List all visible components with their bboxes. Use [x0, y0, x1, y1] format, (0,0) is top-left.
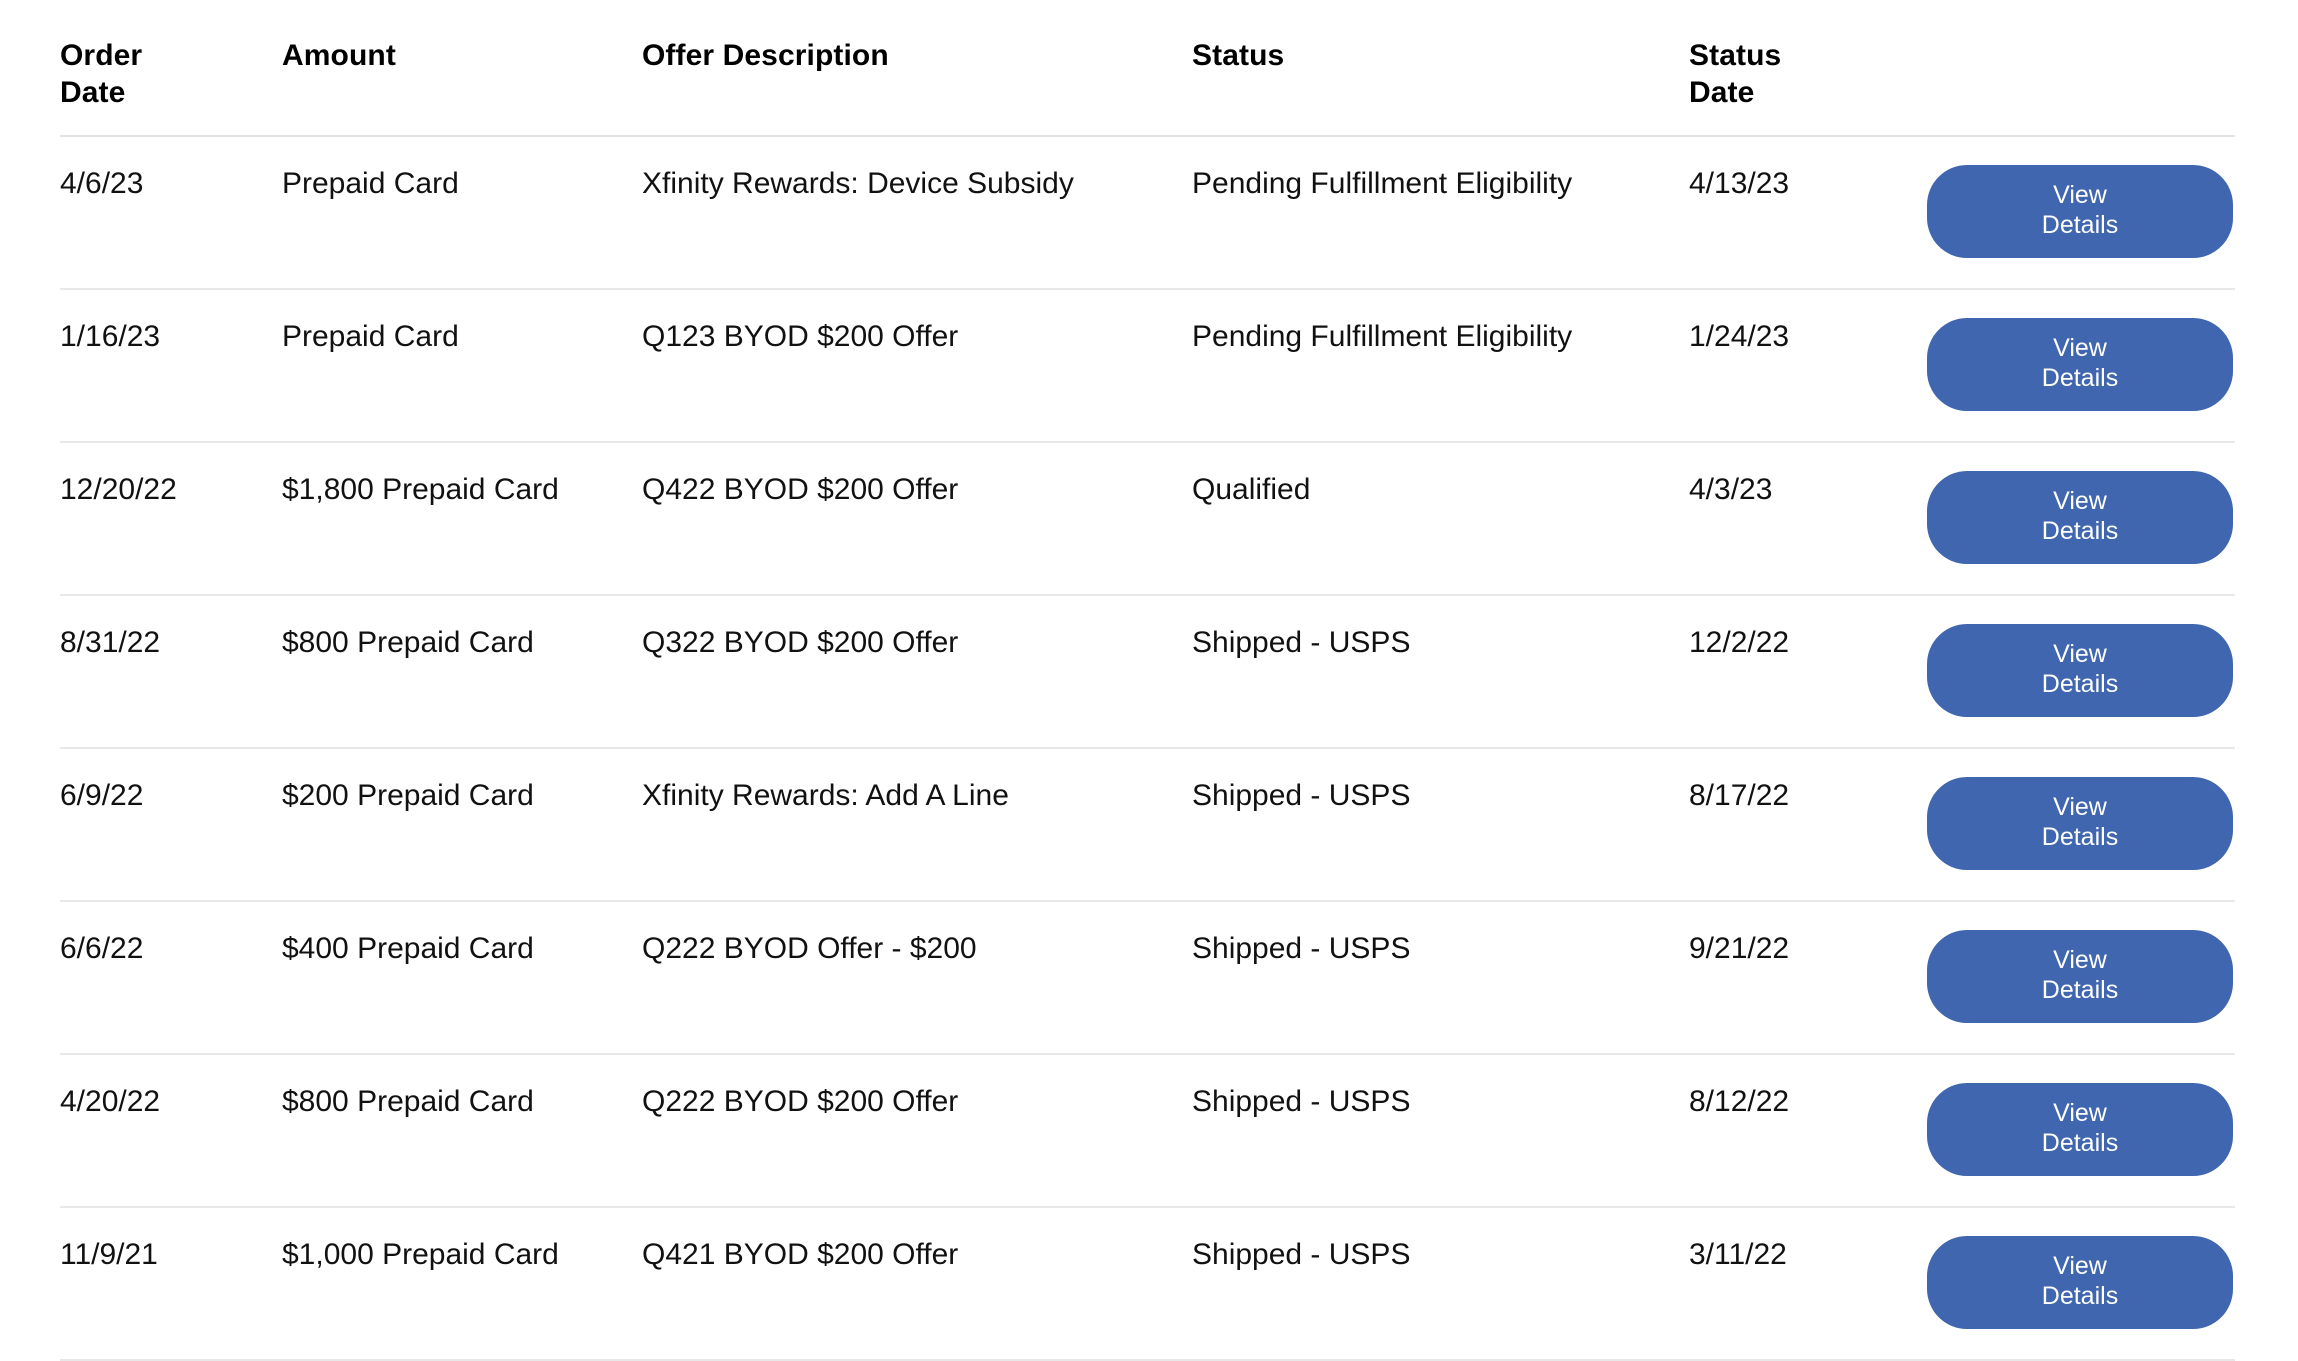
cell-status: Qualified	[1192, 473, 1311, 507]
column-header-order-date	[60, 20, 282, 136]
table-header-row	[60, 20, 2235, 136]
cell-offer-description: Q222 BYOD $200 Offer	[642, 1085, 959, 1119]
cell-status: Shipped - USPS	[1192, 1085, 1411, 1119]
cell-order-date: 12/20/22	[60, 473, 177, 507]
cell-status-date: 1/24/23	[1689, 320, 1790, 354]
view-details-button-line1: View	[2053, 640, 2107, 669]
cell-status-date: 4/3/23	[1689, 473, 1773, 507]
column-header-order-date-line2: Date	[60, 75, 126, 109]
cell-order-date: 4/20/22	[60, 1085, 161, 1119]
table-row	[60, 136, 2235, 289]
cell-offer-description: Xfinity Rewards: Device Subsidy	[642, 167, 1074, 201]
cell-status: Pending Fulfillment Eligibility	[1192, 167, 1573, 201]
cell-action	[1919, 595, 2235, 748]
cell-status: Shipped - USPS	[1192, 932, 1411, 966]
column-header-status-date	[1689, 20, 1919, 136]
cell-offer-description: Q422 BYOD $200 Offer	[642, 473, 959, 507]
view-details-button-line1: View	[2053, 181, 2107, 210]
column-header-status: Status	[1192, 39, 1285, 72]
cell-amount: $1,000 Prepaid Card	[282, 1238, 559, 1272]
view-details-button[interactable]	[1927, 165, 2233, 258]
view-details-button[interactable]	[1927, 930, 2233, 1023]
view-details-button-line2: Details	[2041, 1128, 2119, 1157]
cell-action	[1919, 1054, 2235, 1207]
cell-status-date: 12/2/22	[1689, 626, 1790, 660]
cell-status-date: 9/21/22	[1689, 932, 1790, 966]
view-details-button[interactable]	[1927, 624, 2233, 717]
view-details-button[interactable]	[1927, 471, 2233, 564]
cell-action	[1919, 1207, 2235, 1360]
cell-action	[1919, 442, 2235, 595]
cell-offer-description: Q421 BYOD $200 Offer	[642, 1238, 959, 1272]
table-row	[60, 289, 2235, 442]
cell-action	[1919, 289, 2235, 442]
table-row	[60, 1207, 2235, 1360]
column-header-action	[1919, 20, 2235, 136]
view-details-button-line1: View	[2053, 1099, 2107, 1128]
view-details-button[interactable]	[1927, 1083, 2233, 1176]
column-header-status-date-line2: Date	[1689, 75, 1755, 109]
view-details-button-line1: View	[2053, 793, 2107, 822]
table-header	[60, 20, 2235, 136]
cell-offer-description: Q222 BYOD Offer - $200	[642, 932, 977, 966]
cell-order-date: 4/6/23	[60, 167, 144, 201]
cell-status: Shipped - USPS	[1192, 779, 1411, 813]
view-details-button-line1: View	[2053, 487, 2107, 516]
cell-amount: $800 Prepaid Card	[282, 626, 534, 660]
table-row	[60, 1054, 2235, 1207]
view-details-button-line1: View	[2053, 946, 2107, 975]
cell-amount: $800 Prepaid Card	[282, 1085, 534, 1119]
view-details-button-line2: Details	[2041, 1281, 2119, 1310]
cell-status-date: 3/11/22	[1689, 1238, 1787, 1272]
table-row	[60, 595, 2235, 748]
cell-status: Shipped - USPS	[1192, 1238, 1411, 1272]
column-header-status-date-line1: Status	[1689, 39, 1782, 72]
cell-amount: $1,800 Prepaid Card	[282, 473, 559, 507]
table-body	[60, 136, 2235, 1360]
cell-status-date: 8/17/22	[1689, 779, 1790, 813]
cell-amount: $200 Prepaid Card	[282, 779, 534, 813]
view-details-button-line2: Details	[2041, 669, 2119, 698]
table-row	[60, 901, 2235, 1054]
view-details-button-line2: Details	[2041, 210, 2119, 239]
cell-order-date: 8/31/22	[60, 626, 161, 660]
offers-table	[60, 20, 2235, 1361]
cell-order-date: 6/6/22	[60, 932, 144, 966]
cell-offer-description: Q322 BYOD $200 Offer	[642, 626, 959, 660]
table-row	[60, 442, 2235, 595]
column-header-offer-description: Offer Description	[642, 39, 889, 72]
cell-amount: Prepaid Card	[282, 167, 459, 201]
cell-order-date: 1/16/23	[60, 320, 161, 354]
cell-order-date: 11/9/21	[60, 1238, 158, 1272]
cell-amount: $400 Prepaid Card	[282, 932, 534, 966]
view-details-button-line2: Details	[2041, 822, 2119, 851]
table-row	[60, 748, 2235, 901]
cell-offer-description: Xfinity Rewards: Add A Line	[642, 779, 1009, 813]
cell-status: Pending Fulfillment Eligibility	[1192, 320, 1573, 354]
view-details-button-line1: View	[2053, 1252, 2107, 1281]
cell-order-date: 6/9/22	[60, 779, 144, 813]
view-details-button-line2: Details	[2041, 516, 2119, 545]
cell-amount: Prepaid Card	[282, 320, 459, 354]
cell-offer-description: Q123 BYOD $200 Offer	[642, 320, 959, 354]
column-header-order-date-line1: Order	[60, 39, 143, 72]
cell-action	[1919, 136, 2235, 289]
cell-status-date: 8/12/22	[1689, 1085, 1790, 1119]
view-details-button[interactable]	[1927, 318, 2233, 411]
view-details-button[interactable]	[1927, 777, 2233, 870]
view-details-button-line1: View	[2053, 334, 2107, 363]
view-details-button[interactable]	[1927, 1236, 2233, 1329]
column-header-amount: Amount	[282, 39, 396, 72]
cell-action	[1919, 748, 2235, 901]
cell-status: Shipped - USPS	[1192, 626, 1411, 660]
view-details-button-line2: Details	[2041, 975, 2119, 1004]
cell-status-date: 4/13/23	[1689, 167, 1790, 201]
view-details-button-line2: Details	[2041, 363, 2119, 392]
cell-action	[1919, 901, 2235, 1054]
